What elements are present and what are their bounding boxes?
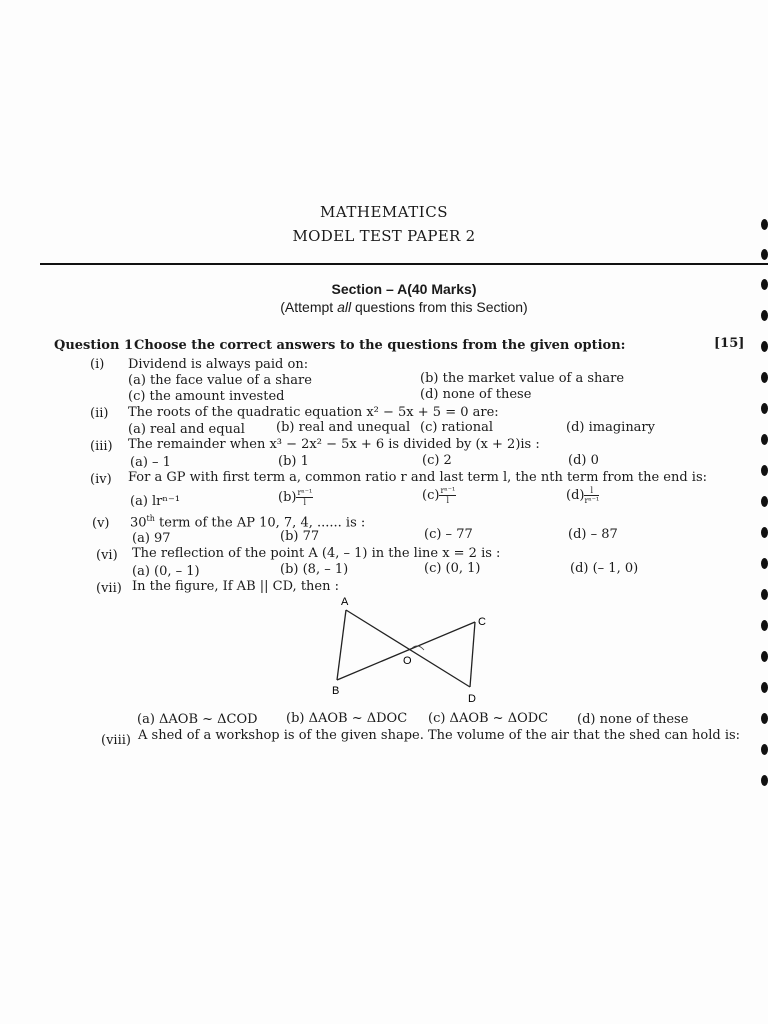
- item-number: (iv): [90, 472, 112, 487]
- fraction-numerator: rⁿ⁻¹: [440, 486, 456, 495]
- option-c: (c) ΔAOB ~ ΔODC: [428, 711, 549, 726]
- question-label: Question 1: [54, 338, 134, 353]
- option-c: (c) rational: [420, 420, 494, 435]
- option-a: (a) real and equal: [128, 422, 245, 437]
- fraction-denominator: l: [446, 496, 450, 505]
- vertex-label-o: O: [403, 655, 412, 667]
- item-number: (iii): [90, 439, 113, 454]
- section-instruction: [0, 299, 768, 315]
- segment-bc: [337, 622, 475, 680]
- option-b-fraction: [296, 488, 313, 507]
- binding-hole: [761, 527, 768, 538]
- item-number: (vi): [96, 548, 118, 563]
- binding-hole: [761, 403, 768, 414]
- binding-hole: [761, 620, 768, 631]
- header-divider: [40, 263, 768, 265]
- option-c-label: (c): [422, 488, 440, 503]
- fraction-denominator: rⁿ⁻¹: [584, 496, 600, 505]
- option-b: (b) 1: [278, 454, 309, 469]
- question-prompt: Choose the correct answers to the questions from the given option:: [134, 338, 626, 353]
- item-number: (ii): [90, 406, 109, 421]
- binding-hole: [761, 249, 768, 260]
- paper-subtitle: MODEL TEST PAPER 2: [292, 227, 476, 245]
- item-text: The reflection of the point A (4, – 1) in the line x = 2 is :: [132, 546, 501, 561]
- option-b: [278, 488, 313, 507]
- binding-hole: [761, 465, 768, 476]
- vertex-label-a: A: [341, 596, 349, 608]
- option-c: [422, 486, 456, 505]
- option-c-fraction: [439, 486, 456, 505]
- instruction-text: (Attempt: [280, 299, 338, 315]
- item-text: Dividend is always paid on:: [128, 357, 309, 372]
- item-text-part: term of the AP 10, 7, 4, ...... is :: [154, 515, 366, 531]
- question-marks: [15]: [714, 336, 745, 351]
- item-text-superscript: th: [146, 514, 155, 523]
- binding-hole: [761, 589, 768, 600]
- binding-hole: [761, 496, 768, 507]
- segment-ab: [337, 610, 346, 680]
- binding-hole: [761, 310, 768, 321]
- segment-ad: [346, 610, 470, 687]
- option-b-label: (b): [278, 490, 297, 505]
- paper-title: MATHEMATICS: [320, 203, 448, 221]
- item-number: (v): [92, 516, 110, 531]
- fraction-numerator: rⁿ⁻¹: [297, 488, 313, 497]
- option-c: (c) 2: [422, 453, 452, 468]
- option-d: (d) – 87: [568, 527, 618, 542]
- option-a: (a) the face value of a share: [128, 373, 312, 388]
- segment-cd: [470, 622, 475, 687]
- binding-hole: [761, 682, 768, 693]
- vertex-label-b: B: [332, 685, 340, 697]
- item-text: [130, 514, 365, 530]
- binding-hole: [761, 219, 768, 230]
- fraction-numerator: l: [584, 486, 599, 496]
- option-d: (d) (– 1, 0): [570, 561, 639, 576]
- triangle-figure: [320, 590, 500, 710]
- item-text: The roots of the quadratic equation x² − 5x + 5 = 0 are:: [128, 405, 499, 420]
- option-d: (d) none of these: [577, 712, 689, 727]
- binding-hole: [761, 713, 768, 724]
- instruction-emphasis: all: [337, 299, 352, 315]
- item-text: A shed of a workshop is of the given shape. The volume of the air that the shed can hold is:: [138, 728, 741, 743]
- section-heading: Section – A(40 Marks): [331, 281, 477, 297]
- item-number: (viii): [101, 733, 131, 748]
- binding-hole: [761, 775, 768, 786]
- option-d: (d) imaginary: [566, 420, 655, 435]
- option-d: (d) none of these: [420, 387, 532, 402]
- option-a: (a) (0, – 1): [132, 564, 200, 579]
- binding-hole: [761, 372, 768, 383]
- instruction-text-end: questions from this Section): [351, 299, 528, 315]
- item-number: (i): [90, 357, 105, 372]
- binding-hole: [761, 341, 768, 352]
- option-d: [566, 486, 599, 505]
- option-c: (c) (0, 1): [424, 561, 481, 576]
- fraction-denominator: l: [303, 498, 307, 507]
- vertex-label-d: D: [468, 693, 476, 705]
- binding-hole: [761, 744, 768, 755]
- item-text: For a GP with first term a, common ratio r and last term l, the nth term from the end is:: [128, 470, 708, 485]
- item-text: In the figure, If AB || CD, then :: [132, 579, 339, 594]
- item-text: The remainder when x³ − 2x² − 5x + 6 is divided by (x + 2)is :: [128, 437, 540, 452]
- option-b: (b) (8, – 1): [280, 562, 349, 577]
- option-a: (a) ΔAOB ~ ΔCOD: [137, 712, 258, 727]
- option-c: (c) the amount invested: [128, 389, 285, 404]
- option-b: (b) 77: [280, 529, 320, 544]
- binding-hole: [761, 279, 768, 290]
- vertex-label-c: C: [478, 616, 486, 628]
- binding-hole: [761, 651, 768, 662]
- binding-hole: [761, 558, 768, 569]
- option-d-fraction: [584, 486, 599, 505]
- binding-hole: [761, 434, 768, 445]
- option-a: (a) – 1: [130, 455, 171, 470]
- option-b: (b) the market value of a share: [420, 371, 625, 386]
- option-b: (b) real and unequal: [276, 420, 411, 435]
- option-d: (d) 0: [568, 453, 599, 468]
- option-a: (a) 97: [132, 531, 171, 546]
- option-d-label: (d): [566, 488, 585, 503]
- item-number: (vii): [96, 581, 122, 596]
- option-c: (c) – 77: [424, 527, 473, 542]
- option-b: (b) ΔAOB ~ ΔDOC: [286, 711, 408, 726]
- option-a: (a) lrⁿ⁻¹: [130, 494, 181, 509]
- item-text-part: 30: [130, 515, 147, 531]
